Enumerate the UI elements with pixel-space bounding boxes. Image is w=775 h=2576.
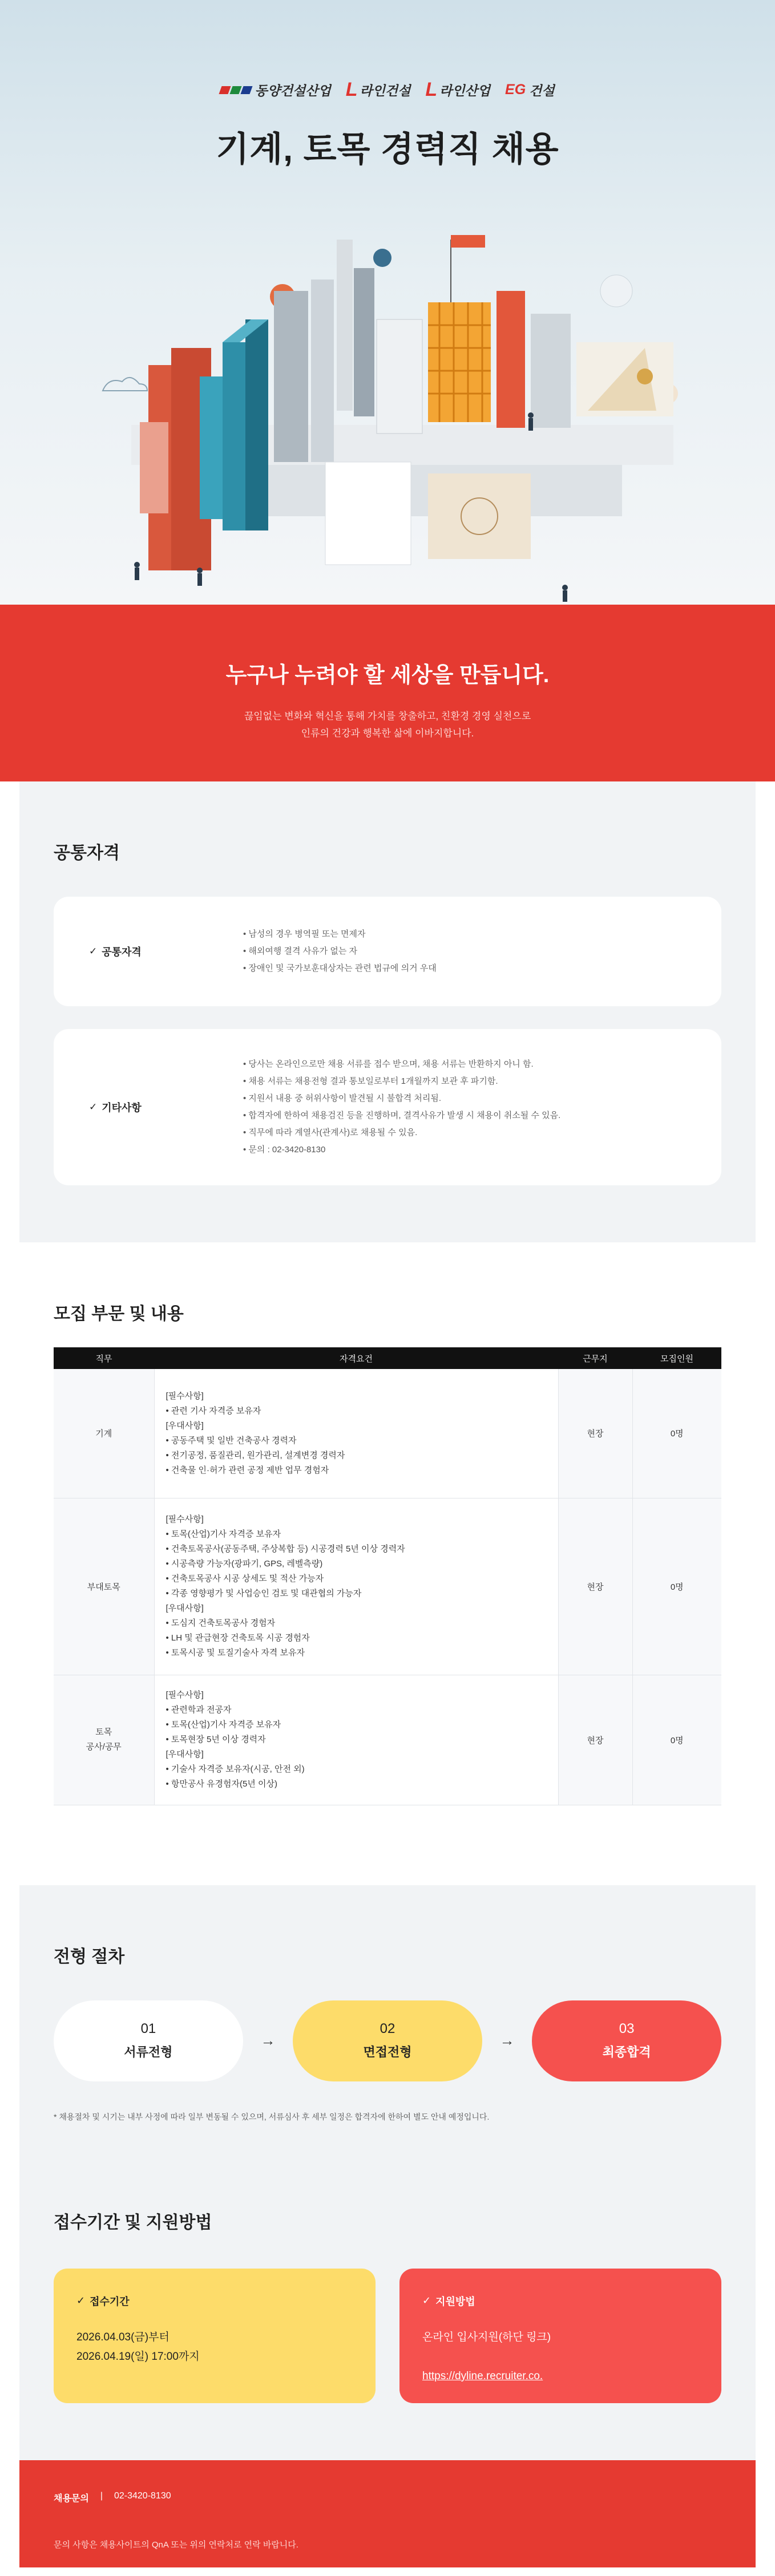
application-section <box>19 2162 756 2460</box>
count-cell: 0명 <box>632 1498 721 1675</box>
eg-logo <box>505 80 555 99</box>
step-label: 최종합격 <box>602 2045 651 2059</box>
list-item: • 당사는 온라인으로만 채용 서류를 접수 받으며, 채용 서류는 반환하지 아니 함. <box>243 1056 560 1073</box>
contact-row <box>54 2491 721 2504</box>
period-start: 2026.04.03(금)부터 <box>76 2331 169 2343</box>
check-icon: ✓ <box>76 2295 86 2306</box>
common-section-title: 공통자격 <box>54 844 120 862</box>
apply-link[interactable]: https://dyline.recruiter.co. <box>422 2370 543 2382</box>
process-note: * 채용절차 및 시기는 내부 사정에 따라 일부 변동될 수 있으며, 서류심사 후 세부 일정은 합격자에 한하여 별도 안내 예정입니다. <box>54 2112 490 2121</box>
location-cell: 현장 <box>558 1369 632 1498</box>
list-item: • 문의 : 02-3420-8130 <box>243 1141 560 1159</box>
card-label <box>89 944 243 959</box>
step-label: 서류전형 <box>124 2045 173 2059</box>
location-cell: 현장 <box>558 1675 632 1805</box>
recruitment-table <box>54 1347 721 1805</box>
step-final-pass <box>532 2000 721 2081</box>
header-job: 직무 <box>54 1347 154 1369</box>
list-item: • 지원서 내용 중 허위사항이 발견될 시 불합격 처리됨. <box>243 1090 560 1107</box>
dongyang-logo <box>220 80 330 99</box>
process-section-title: 전형 절차 <box>54 1947 125 1966</box>
card-heading <box>422 2294 699 2308</box>
card-label-text: 공통자격 <box>102 946 142 958</box>
requirements-cell <box>154 1498 558 1675</box>
check-icon: ✓ <box>89 1101 98 1112</box>
line-industry-logo <box>425 79 490 101</box>
card-heading-text: 접수기간 <box>90 2295 130 2307</box>
job-text: 기계 <box>95 1429 112 1439</box>
contact-note: 문의 사항은 채용사이트의 QnA 또는 위의 연락처로 연락 바랍니다. <box>54 2539 298 2550</box>
contact-footer <box>19 2460 756 2567</box>
dongyang-mark-icon <box>220 86 251 94</box>
requirements-cell <box>154 1369 558 1498</box>
line-mark-icon: L <box>425 79 438 100</box>
arrow-right-icon: → <box>260 2032 276 2049</box>
notes-list <box>243 1056 560 1159</box>
other-notes-card <box>54 1029 721 1185</box>
line-mark-icon: L <box>345 79 358 100</box>
header-location: 근무지 <box>558 1347 632 1369</box>
line-industry-name: 라인산업 <box>439 83 491 98</box>
list-item: • 합격자에 한하여 채용검진 등을 진행하며, 결격사유가 발생 시 채용이 취소될 수 있음. <box>243 1107 560 1124</box>
common-qualifications-section <box>19 781 756 1242</box>
list-item: • 직무에 따라 계열사(관계사)로 채용될 수 있음. <box>243 1124 560 1141</box>
line-construction-logo <box>346 79 411 101</box>
qualification-list <box>243 926 437 977</box>
line-construction-name: 라인건설 <box>360 83 411 98</box>
count-cell: 0명 <box>632 1369 721 1498</box>
application-period-card <box>54 2269 376 2403</box>
recruitment-section <box>0 1242 775 1885</box>
card-heading <box>76 2294 353 2308</box>
period-end: 2026.04.19(일) 17:00까지 <box>76 2350 200 2363</box>
list-item: • 해외여행 결격 사유가 없는 자 <box>243 943 437 960</box>
header-requirements: 자격요건 <box>154 1347 558 1369</box>
application-method-card <box>399 2269 721 2403</box>
step-label: 면접전형 <box>363 2045 412 2059</box>
job-text: 토목 공사/공무 <box>86 1727 122 1752</box>
contact-label: 채용문의 <box>54 2493 89 2504</box>
process-steps <box>54 2000 721 2081</box>
divider: | <box>100 2490 103 2501</box>
method-text: 온라인 입사지원(하단 링크) <box>422 2331 551 2343</box>
apply-section-title: 접수기간 및 지원방법 <box>54 2213 212 2232</box>
location-cell: 현장 <box>558 1498 632 1675</box>
arrow-right-icon: → <box>499 2032 515 2049</box>
header-count: 모집인원 <box>632 1347 721 1369</box>
recruit-section-title: 모집 부문 및 내용 <box>54 1305 184 1323</box>
table-row <box>54 1498 721 1675</box>
card-label-text: 기타사항 <box>102 1102 142 1113</box>
application-cards <box>54 2269 721 2403</box>
check-icon: ✓ <box>89 946 98 957</box>
step-document-screening <box>54 2000 243 2081</box>
job-cell <box>54 1675 154 1805</box>
requirements-text: [필수사항] • 관련학과 전공자 • 토목(산업)기사 자격증 보유자 • 토목현장 5년 이상 경력자 [우대사항] • 기술사 자격증 보유자(시공, 안전 외) • 항만공사 유경험자(5년 이상) <box>166 1690 305 1789</box>
table-row <box>54 1675 721 1805</box>
common-qualification-card <box>54 897 721 1006</box>
list-item: • 장애인 및 국가보훈대상자는 관련 법규에 의거 우대 <box>243 960 437 977</box>
table-row <box>54 1369 721 1498</box>
banner-line-1: 끊임없는 변화와 혁신을 통해 가치를 창출하고, 친환경 경영 실천으로 <box>244 711 531 722</box>
table-header-row <box>54 1347 721 1369</box>
step-interview <box>293 2000 482 2081</box>
page-title: 기계, 토목 경력직 채용 <box>216 130 559 168</box>
list-item: • 남성의 경우 병역필 또는 면제자 <box>243 926 437 943</box>
count-cell: 0명 <box>632 1675 721 1805</box>
dongyang-name: 동양건설산업 <box>255 83 331 98</box>
banner-headline: 누구나 누려야 할 세상을 만듭니다. <box>225 663 550 687</box>
step-number: 02 <box>380 2021 395 2036</box>
job-text: 부대토목 <box>87 1582 120 1592</box>
requirements-text: [필수사항] • 관련 기사 자격증 보유자 [우대사항] • 공동주택 및 일반 건축공사 경력자 • 전기공정, 품질관리, 원가관리, 설계변경 경력자 • 건축물 인·허가 관련 공정 제반 업무 경험자 <box>166 1391 345 1475</box>
eg-name: 건설 <box>529 83 555 98</box>
check-icon: ✓ <box>422 2295 431 2306</box>
hero-section <box>0 0 775 605</box>
company-logos <box>0 79 775 101</box>
list-item: • 채용 서류는 채용전형 결과 통보일로부터 1개월까지 보관 후 파기함. <box>243 1073 560 1090</box>
city-illustration <box>86 205 702 605</box>
job-cell <box>54 1498 154 1675</box>
job-cell <box>54 1369 154 1498</box>
step-number: 01 <box>140 2021 156 2036</box>
card-heading-text: 지원방법 <box>435 2295 475 2307</box>
vision-banner <box>0 605 775 781</box>
selection-process-section <box>19 1885 756 2162</box>
contact-phone: 02-3420-8130 <box>114 2490 171 2501</box>
step-number: 03 <box>619 2021 635 2036</box>
eg-mark: EG <box>505 82 526 98</box>
card-label <box>89 1100 243 1115</box>
requirements-cell <box>154 1675 558 1805</box>
requirements-text: [필수사항] • 토목(산업)기사 자격증 보유자 • 건축토목공사(공동주택, 주상복합 등) 시공경력 5년 이상 경력자 • 시공측량 가능자(광파기, GPS, 레벨측량) • 건축토목공사 시공 상세도 및 적산 가능자 • 각종 영향평가 및 사업승인 검토 및 대관협의 가능자 [우대사항] • 도심지 건축토목공사 경험자 • LH 및 관급현장 건축토목 시공 경험자 • 토목시공 및 토질기술사 자격 보유자 <box>166 1514 405 1658</box>
banner-line-2: 인류의 건강과 행복한 삶에 이바지합니다. <box>301 728 474 739</box>
